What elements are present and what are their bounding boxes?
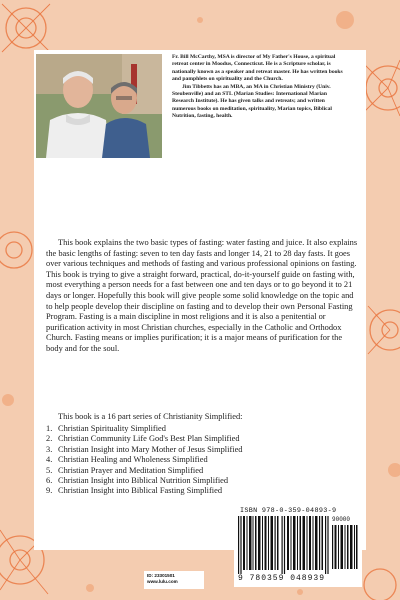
book-description: This book explains the two basic types of fasting: water fasting and juice. It also explains the basic lengths of fasting: seven to ten day fasts and longer 14, 21 to 28 day fasts. It goes over various techniques and methods of fasting and various professional opinions on fasting. This book is trying to give a straight forward, practical, do-it-yourself guide on fasting with, most everything a person needs for a fast between one and ten days or to go beyond it to 21 days or longer. Hopefully this book will give people some solid knowledge on the topic and to help people develop their discipline on fasting and to develop their own Personal Fasting Program. Fasting is a main discipline in most religions and it is also a penitential or purification activity in most Christian churches, especially in the Catholic and Orthodox Church. Fasting means or implies purification; it is a major means of purification for the body and for the soul. [46, 238, 358, 353]
series-list [46, 424, 360, 497]
publisher-badge [144, 571, 204, 589]
list-item: 6. Christian Insight into Biblical Nutrition Simplified [46, 476, 229, 486]
publisher-site: www.lulu.com [147, 579, 178, 584]
publisher-id: ID: 23301501 [147, 573, 175, 578]
barcode-icon [238, 516, 330, 574]
author-photo [36, 54, 162, 158]
list-item: 4. Christian Healing and Wholeness Simplified [46, 455, 208, 465]
isbn-label: ISBN 978-0-359-04893-9 [240, 507, 337, 515]
author-bio-mccarthy: Fr. Bill McCarthy, MSA is director of My Father's House, a spiritual retreat center in Moodus, Connecticut. He is a Scripture scholar, is nationally known as a speaker and retreat master. He has written books and pamphlets on spirituality and the Church. [172, 54, 343, 83]
list-item: 3. Christian Insight into Mary Mother of Jesus Simplified [46, 444, 243, 454]
barcode-digits: 9 780359 048939 [238, 574, 326, 583]
list-item: 9. Christian Insight into Biblical Fasting Simplified [46, 486, 223, 496]
isbn-barcode-block [234, 505, 362, 587]
addon-barcode-icon [332, 525, 358, 569]
author-bio-tibbetts: Jim Tibbetts has an MBA, an MA in Christian Ministry (Univ. Steubenville) and an STL (Marian Studies: International Marian Research Institute). He has given talks and retreats; and written numerous books on meditation, spirituality, Marian topics, Biblical Nutrition, fasting, health. [172, 83, 332, 120]
author-bio [172, 54, 350, 121]
series-intro: This book is a 16 part series of Christianity Simplified: [58, 412, 243, 421]
list-item: 1. Christian Spirituality Simplified [46, 424, 166, 433]
list-item: 5. Christian Prayer and Meditation Simplified [46, 465, 204, 475]
barcode-addon: 90000 [332, 516, 351, 523]
list-item: 2. Christian Community Life God's Best Plan Simplified [46, 434, 240, 444]
